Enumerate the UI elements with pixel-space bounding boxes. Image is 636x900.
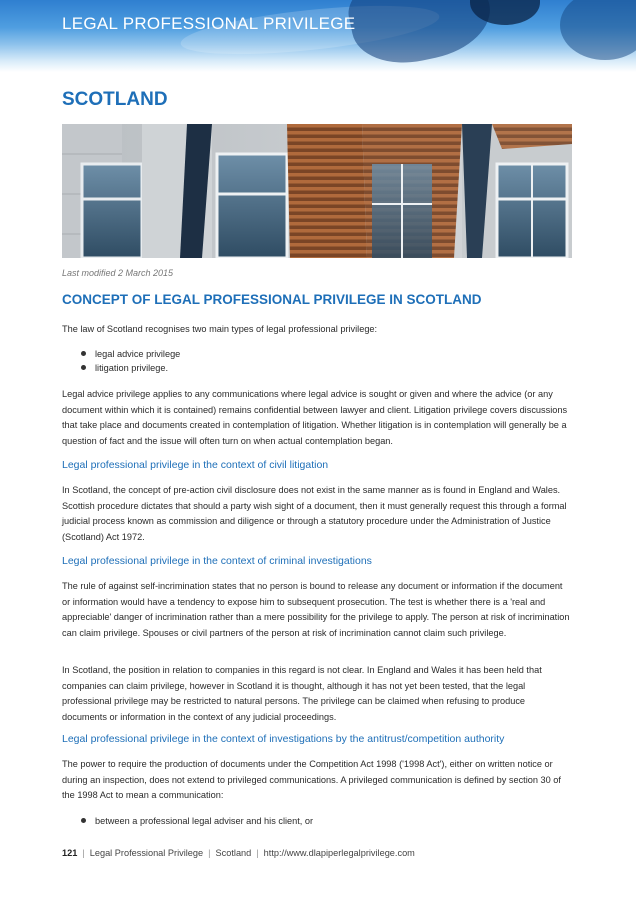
- bullet-icon: [81, 365, 86, 370]
- page-title: SCOTLAND: [62, 89, 168, 110]
- footer-separator: |: [82, 848, 85, 858]
- criminal-paragraph-1: The rule of against self-incrimination states that no person is bound to release any document or information if the document or information would have a tendency to expose him to subsequent prosecution. The test is whether there is a 'real and appreciable' danger of incrimination rather than a mere possibility for the privilege to apply. The person at risk of incrimination can claim privilege. Spouses or civil partners of the person at risk of incrimination cannot claim such privilege.: [62, 581, 570, 638]
- privilege-types-list: [62, 347, 180, 375]
- footer-separator: |: [208, 848, 211, 858]
- criminal-investigations-heading: Legal professional privilege in the context of criminal investigations: [62, 555, 372, 567]
- last-modified-date: Last modified 2 March 2015: [62, 268, 174, 278]
- advice-privilege-paragraph: Legal advice privilege applies to any communications where legal advice is sought or given and where the advice (or any document within which it is contained) remains confidential between lawyer and client. Litigation privilege covers discussions that take place and documents created in contemplation of litigation. Whether litigation is in contemplation will generally be a question of fact and the issue will often turn on when actual contemplation began.: [62, 389, 568, 446]
- page-footer: [62, 848, 415, 858]
- antitrust-heading: Legal professional privilege in the context of investigations by the antitrust/competition authority: [62, 733, 505, 745]
- intro-paragraph: The law of Scotland recognises two main types of legal professional privilege:: [62, 324, 378, 334]
- civil-litigation-heading: Legal professional privilege in the context of civil litigation: [62, 459, 329, 471]
- list-item: between a professional legal adviser and his client, or: [62, 814, 313, 828]
- list-item: litigation privilege.: [62, 361, 180, 375]
- criminal-paragraph-2: In Scotland, the position in relation to companies in this regard is not clear. In England and Wales it has been held that companies can claim privilege, however in Scotland it is thought, although it has not yet been tested, that the legal professional privilege may be restricted to natural persons. The privilege can be claimed when refusing to produce documents or information in the context of any judicial proceedings.: [62, 665, 542, 722]
- list-item: legal advice privilege: [62, 347, 180, 361]
- footer-doc-title: Legal Professional Privilege: [89, 848, 204, 858]
- bullet-icon: [81, 351, 86, 356]
- header-banner: [0, 0, 636, 72]
- footer-separator: |: [256, 848, 259, 858]
- antitrust-paragraph: The power to require the production of documents under the Competition Act 1998 ('1998 Act'), either on written notice or during an inspection, does not extend to privileged communications. A privileged communication is defined by section 30 of the 1998 Act to mean a communication:: [62, 759, 561, 800]
- antitrust-list: [62, 814, 313, 828]
- page-number: 121: [62, 848, 78, 858]
- civil-litigation-paragraph: In Scotland, the concept of pre-action civil disclosure does not exist in the same manner as is found in England and Wales. Scottish procedure dictates that should a party wish sight of a document, then it must generally request this through a formal judicial process known as commission and diligence or through a statutory procedure under the Administration of Justice (Scotland) Act 1972.: [62, 485, 567, 542]
- footer-url[interactable]: http://www.dlapiperlegalprivilege.com: [263, 848, 415, 858]
- banner-title: LEGAL PROFESSIONAL PRIVILEGE: [62, 14, 356, 33]
- bullet-icon: [81, 818, 86, 823]
- footer-country: Scotland: [215, 848, 252, 858]
- building-photo: [62, 124, 572, 258]
- banner-building-shape: [560, 0, 636, 60]
- section-heading: CONCEPT OF LEGAL PROFESSIONAL PRIVILEGE IN SCOTLAND: [62, 292, 482, 307]
